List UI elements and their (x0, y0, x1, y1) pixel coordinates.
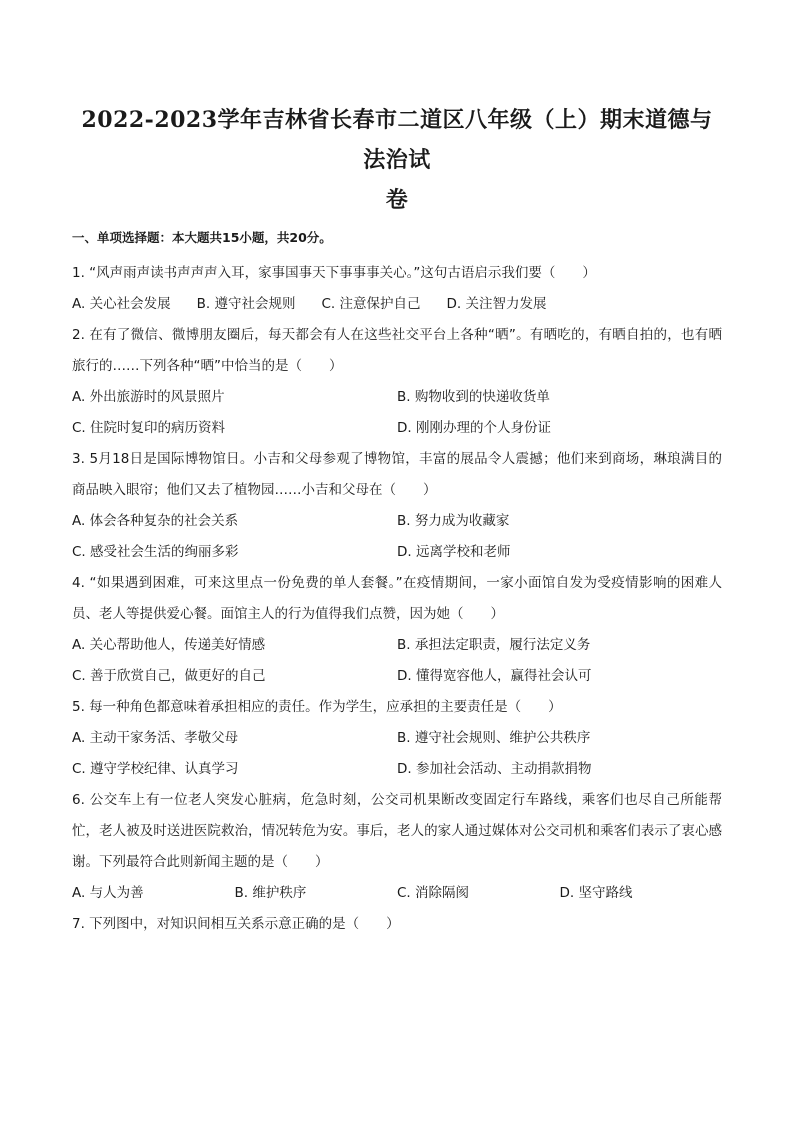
section-heading: 一、单项选择题：本大题共15小题，共20分。 (72, 230, 332, 245)
question-options (72, 630, 722, 692)
option-c[interactable]: C. 消除隔阂 (397, 885, 470, 901)
question-options (72, 382, 722, 444)
option-c[interactable]: C. 住院时复印的病历资料 (72, 420, 226, 436)
question-stem: 7. 下列图中，对知识间相互关系示意正确的是（ ） (72, 916, 400, 932)
question-stem: 5. 每一种角色都意味着承担相应的责任。作为学生，应承担的主要责任是（ ） (72, 699, 562, 715)
option-a[interactable]: A. 外出旅游时的风景照片 (72, 389, 225, 405)
question-options (72, 878, 722, 909)
option-d[interactable]: D. 远离学校和老师 (397, 544, 511, 560)
option-a[interactable]: A. 体会各种复杂的社会关系 (72, 513, 239, 529)
question-stem: 3. 5月18日是国际博物馆日。小吉和父母参观了博物馆，丰富的展品令人震撼；他们来到商场，琳琅满目的商品映入眼帘；他们又去了植物园……小吉和父母在（ ） (72, 451, 722, 498)
option-b[interactable]: B. 承担法定职责，履行法定义务 (397, 637, 591, 653)
option-b[interactable]: B. 购物收到的快递收货单 (397, 389, 550, 405)
question-6 (72, 785, 722, 909)
option-c[interactable]: C. 感受社会生活的绚丽多彩 (72, 544, 239, 560)
option-d[interactable]: D. 懂得宽容他人，赢得社会认可 (397, 668, 592, 684)
option-a[interactable]: A. 主动干家务活、孝敬父母 (72, 730, 239, 746)
option-b[interactable]: B. 遵守社会规则、维护公共秩序 (397, 730, 591, 746)
option-b[interactable]: B. 维护秩序 (234, 885, 307, 901)
question-7 (72, 909, 722, 940)
option-b[interactable]: B. 遵守社会规则 (196, 296, 296, 312)
question-4 (72, 568, 722, 692)
question-1 (72, 258, 722, 320)
option-a[interactable]: A. 关心帮助他人，传递美好情感 (72, 637, 266, 653)
option-d[interactable]: D. 关注智力发展 (446, 296, 547, 312)
question-stem: 1. “风声雨声读书声声声入耳，家事国事天下事事事关心。”这句古语启示我们要（ ） (72, 265, 596, 281)
option-b[interactable]: B. 努力成为收藏家 (397, 513, 510, 529)
exam-title-line-1: 2022-2023学年吉林省长春市二道区八年级（上）期末道德与法治试 (81, 107, 713, 173)
question-stem: 6. 公交车上有一位老人突发心脏病，危急时刻，公交司机果断改变固定行车路线，乘客们也尽自己所能帮忙，老人被及时送进医院救治，情况转危为安。事后，老人的家人通过媒体对公交司机和乘客们表示了衷心感谢。下列最符合此则新闻主题的是（ ） (72, 792, 722, 870)
option-d[interactable]: D. 坚守路线 (559, 885, 633, 901)
option-c[interactable]: C. 注意保护自己 (321, 296, 421, 312)
option-d[interactable]: D. 刚刚办理的个人身份证 (397, 420, 551, 436)
exam-title-line-2: 卷 (385, 187, 409, 213)
option-c[interactable]: C. 善于欣赏自己，做更好的自己 (72, 668, 266, 684)
question-3 (72, 444, 722, 568)
question-options (72, 289, 722, 320)
question-stem: 4. “如果遇到困难，可来这里点一份免费的单人套餐。”在疫情期间，一家小面馆自发为受疫情影响的困难人员、老人等提供爱心餐。面馆主人的行为值得我们点赞，因为她（ ） (72, 575, 722, 622)
option-c[interactable]: C. 遵守学校纪律、认真学习 (72, 761, 239, 777)
option-a[interactable]: A. 关心社会发展 (72, 296, 171, 312)
exam-title (72, 100, 722, 220)
question-stem: 2. 在有了微信、微博朋友圈后，每天都会有人在这些社交平台上各种“晒”。有晒吃的，有晒自拍的，也有晒旅行的……下列各种“晒”中恰当的是（ ） (72, 327, 722, 374)
question-options (72, 506, 722, 568)
question-5 (72, 692, 722, 785)
question-options (72, 723, 722, 785)
question-2 (72, 320, 722, 444)
option-d[interactable]: D. 参加社会活动、主动捐款捐物 (397, 761, 592, 777)
option-a[interactable]: A. 与人为善 (72, 885, 144, 901)
